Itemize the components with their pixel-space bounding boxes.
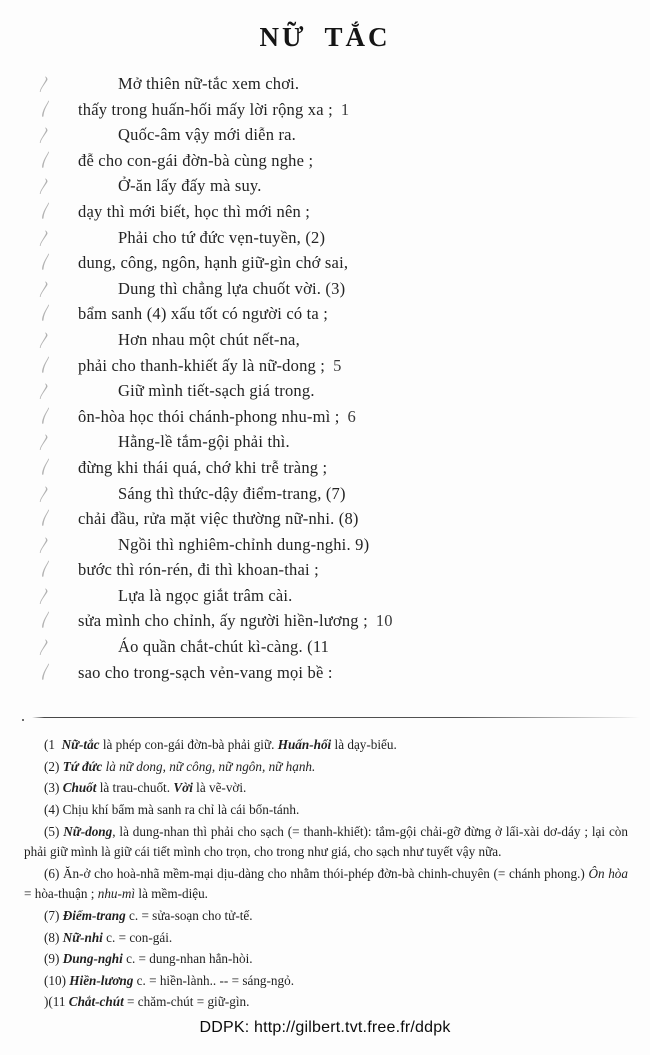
divider-rule — [32, 717, 640, 718]
verse-line-text: Áo quần chắt-chút kì-càng. (11 — [118, 637, 330, 657]
verse-line — [35, 404, 630, 430]
verse-line-number: 6 — [347, 406, 356, 426]
margin-brace-icon: 〳 — [36, 330, 54, 350]
verse-line-text: đừng khi thái quá, chớ khi trễ tràng ; — [78, 457, 328, 477]
verse-line-text: Dung thì chẳng lựa chuốt vời. (3) — [118, 278, 346, 298]
page-title-word-1: NỮ — [259, 22, 307, 52]
margin-brace-icon: 〳 — [36, 484, 54, 504]
margin-brace-icon: 〳 — [36, 433, 54, 453]
verse-line-number: 1 — [340, 99, 350, 119]
verse-line-text: sao cho trong-sạch vẻn-vang mọi bề : — [78, 662, 333, 682]
margin-brace-icon: 〵 — [35, 663, 54, 684]
footer-url: DDPK: http://gilbert.tvt.free.fr/ddpk — [199, 1019, 451, 1036]
footnote-item: (3) Chuốt là trau-chuốt. Vời là vẽ-vời. — [44, 780, 247, 796]
verse-line — [36, 276, 630, 302]
verse-line-text: thấy trong huấn-hối mấy lời rộng xa ; — [78, 99, 333, 119]
verse-line — [35, 557, 630, 583]
verse-line — [35, 148, 630, 174]
margin-brace-icon: 〳 — [36, 382, 54, 402]
footnote-item: (6) Ăn-ở cho hoà-nhã mềm-mại dịu-dàng cho nhằm thói-phép đờn-bà chinh-chuyên (= chánh phong.) Ôn hòa = hòa-thuận ; nhu-mì là mềm-diệu. — [24, 865, 628, 902]
verse-line-text: Sáng thì thức-dậy điểm-trang, (7) — [118, 483, 346, 503]
margin-brace-icon: 〳 — [36, 177, 54, 197]
verse-line-text: Lựa là ngọc giắt trâm cài. — [118, 585, 293, 605]
margin-brace-icon: 〵 — [35, 612, 54, 632]
margin-brace-icon: 〵 — [35, 202, 54, 223]
margin-brace-icon: 〵 — [35, 458, 54, 479]
verse-line-text: đễ cho con-gái đờn-bà cùng nghe ; — [78, 150, 314, 170]
footnote-item: (2) Tứ đức là nữ dong, nữ công, nữ ngôn, nữ hạnh. — [44, 758, 316, 774]
verse-line-text: sửa mình cho chỉnh, ấy người hiền-lương ; — [78, 611, 368, 631]
footnote-item: (7) Điểm-trang c. = sửa-soạn cho tử-tế. — [44, 908, 253, 923]
verse-line-text: Hằng-lề tắm-gội phải thì. — [118, 432, 290, 452]
verse-line — [36, 327, 630, 353]
margin-brace-icon: 〵 — [35, 356, 54, 376]
footnotes-block — [0, 735, 650, 1013]
verse-line-text: Hơn nhau một chút nết-na, — [118, 329, 300, 349]
verse-line — [35, 301, 630, 327]
footnote-divider — [0, 701, 650, 735]
verse-block — [0, 71, 650, 685]
verse-line — [35, 660, 630, 686]
verse-line-text: Mở thiên nữ-tắc xem chơi. — [118, 74, 300, 93]
margin-brace-icon: 〵 — [35, 407, 54, 428]
verse-line-text: ôn-hòa học thói chánh-phong nhu-mì ; — [78, 406, 340, 426]
margin-brace-icon: 〳 — [36, 126, 54, 146]
verse-line — [36, 71, 630, 97]
footnote-item: (4) Chịu khí bẩm mà sanh ra chỉ là cái bổn-tánh. — [44, 802, 300, 818]
verse-line — [36, 532, 630, 558]
verse-line-text: Ở-ăn lấy đấy mà suy. — [118, 176, 262, 196]
margin-brace-icon: 〳 — [36, 586, 54, 606]
verse-line-text: Ngồi thì nghiêm-chỉnh dung-nghi. 9) — [118, 534, 370, 554]
verse-line — [36, 225, 630, 251]
margin-brace-icon: 〳 — [36, 228, 54, 248]
verse-line — [36, 378, 630, 404]
footnote-item: (1 Nữ-tắc là phép con-gái đờn-bà phải giữ. Huấn-hối là dạy-biểu. — [44, 737, 397, 753]
margin-brace-icon: 〳 — [36, 279, 54, 299]
verse-line — [35, 506, 630, 532]
margin-brace-icon: 〵 — [35, 560, 54, 581]
verse-line-number: 5 — [333, 355, 342, 375]
verse-line-text: phải cho thanh-khiết ấy là nữ-dong ; — [78, 355, 326, 375]
verse-line-text: dung, công, ngôn, hạnh giữ-gìn chớ sai, — [78, 253, 349, 273]
footnote-item: (5) Nữ-dong, là dung-nhan thì phải cho sạch (= thanh-khiết): tắm-gội chải-gỡ đừng ở lấi-xài dơ-dáy ; lại còn phải giữ mình là giữ cái tiết mình cho trọn, cho trong như giá, cho sạch như tuyết vậy nữa. — [24, 823, 628, 860]
page-title-word-2: TẮC — [324, 22, 391, 52]
footnote-item: (10) Hiền-lương c. = hiền-lành.. -- = sáng-ngỏ. — [44, 972, 294, 988]
verse-line — [35, 250, 630, 276]
margin-brace-icon: 〵 — [35, 509, 54, 530]
verse-line — [35, 608, 630, 634]
verse-line-text: Quốc-âm vậy mới diễn ra. — [118, 125, 297, 145]
margin-brace-icon: 〵 — [35, 151, 54, 172]
margin-brace-icon: 〳 — [36, 638, 54, 658]
verse-line — [36, 634, 630, 660]
verse-line — [36, 481, 630, 507]
verse-line — [35, 353, 630, 379]
margin-brace-icon: 〵 — [35, 253, 54, 274]
verse-line — [36, 583, 630, 609]
verse-line — [36, 122, 630, 148]
verse-line — [36, 429, 630, 455]
footnote-item: (8) Nữ-nhi c. = con-gái. — [44, 929, 173, 945]
verse-line-text: Phải cho tứ đức vẹn-tuyền, (2) — [118, 227, 326, 247]
verse-line — [36, 173, 630, 199]
verse-line-text: bẩm sanh (4) xấu tốt có người có ta ; — [78, 304, 329, 324]
verse-line-text: Giữ mình tiết-sạch giá trong. — [118, 381, 315, 401]
footnote-item: )(11 Chắt-chút = chăm-chút = giữ-gìn. — [44, 994, 250, 1010]
page-title — [0, 0, 650, 53]
margin-brace-icon: 〵 — [35, 100, 54, 121]
verse-line-text: chải đầu, rửa mặt việc thường nữ-nhi. (8) — [78, 509, 359, 529]
verse-line — [35, 97, 630, 123]
verse-line-number: 10 — [375, 611, 393, 631]
margin-brace-icon: 〵 — [35, 304, 54, 325]
verse-line-text: bước thì rón-rén, đi thì khoan-thai ; — [78, 560, 319, 580]
footnote-item: (9) Dung-nghi c. = dung-nhan hẳn-hòi. — [44, 951, 253, 967]
margin-brace-icon: 〳 — [36, 75, 54, 94]
verse-line-text: dạy thì mới biết, học thì mới nên ; — [78, 201, 311, 221]
margin-brace-icon: 〳 — [36, 535, 54, 555]
verse-line — [35, 199, 630, 225]
verse-line — [35, 455, 630, 481]
divider-dot — [22, 719, 24, 721]
